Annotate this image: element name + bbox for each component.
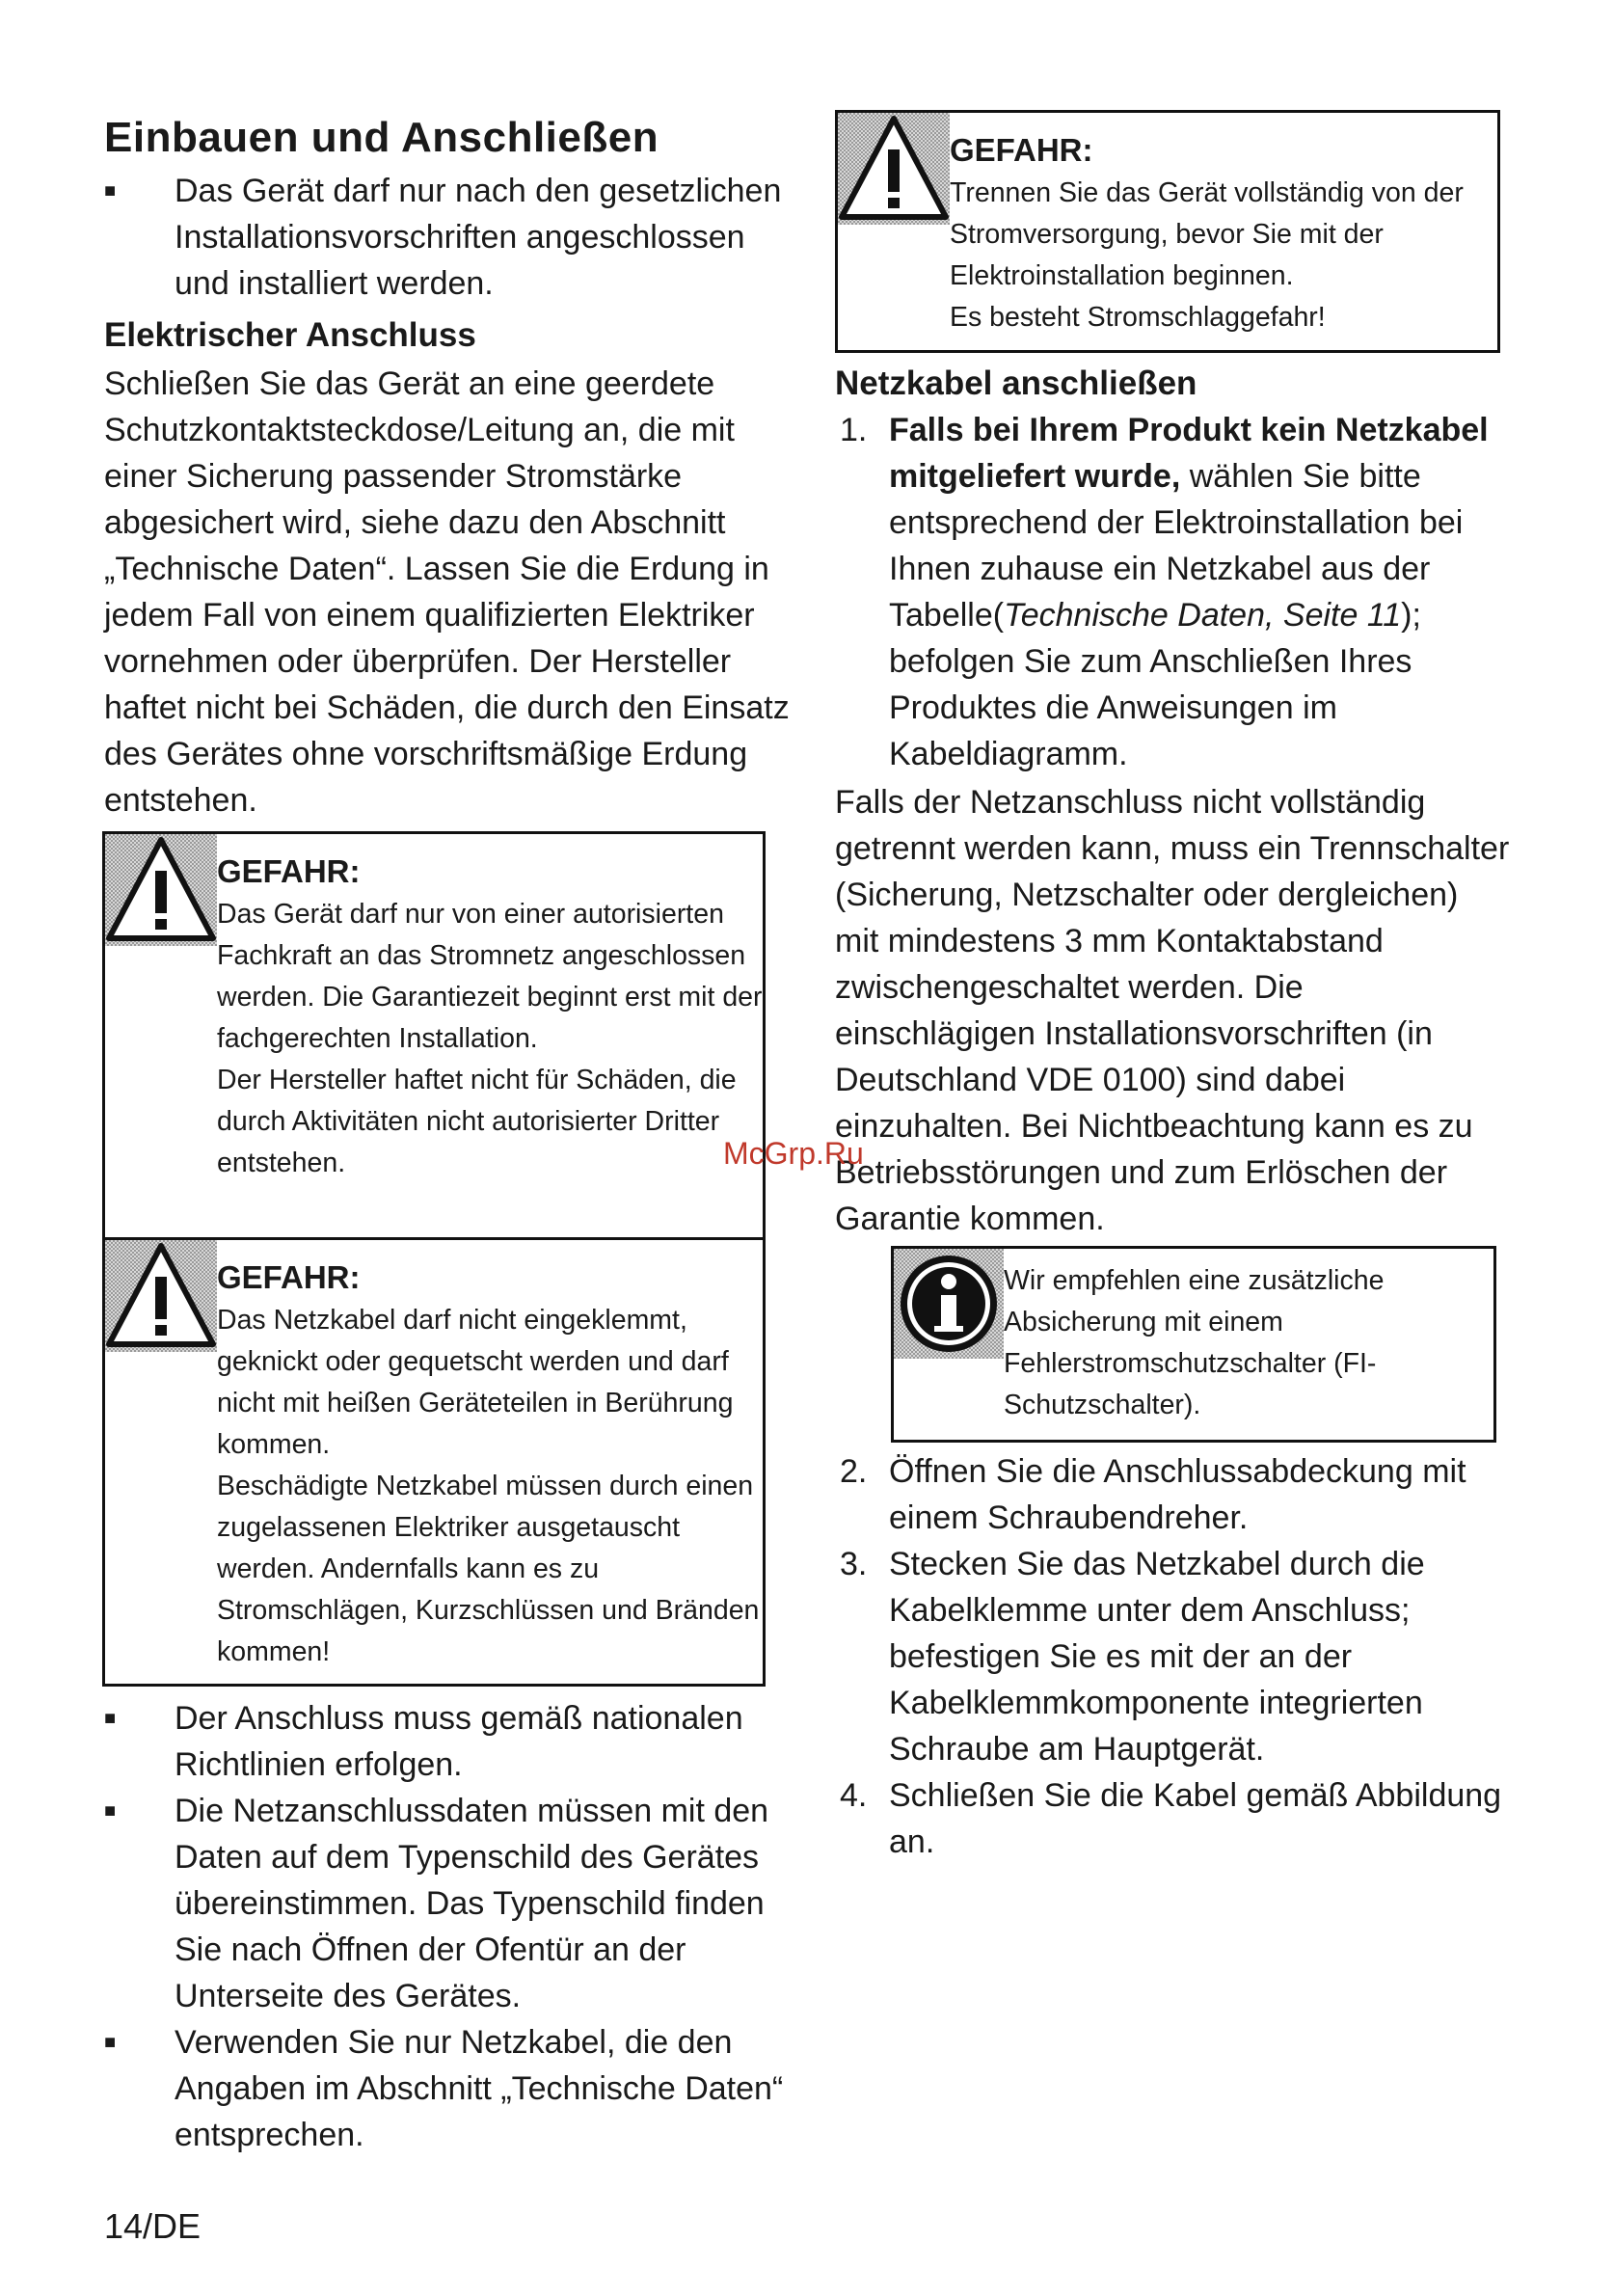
bullet-item [104,2019,791,2164]
warning-box-1 [102,831,766,1240]
step-number: 3. [840,1546,868,1582]
warning-text-1: Trennen Sie das Gerät vollständig von der Stromversorgung, bevor Sie mit der Elektroinstallation beginnen. [950,177,1464,291]
step-1 [835,407,1510,783]
bullet-text: Der Anschluss muss gemäß nationalen Richtlinien erfolgen. [175,1700,743,1783]
paragraph-disconnect-switch: Falls der Netzanschluss nicht vollständig getrennt werden kann, muss ein Trennschalter (Sicherung, Netzschalter oder dergleichen) mit mindestens 3 mm Kontaktabstand zwischengeschaltet werden. Die einschlägigen Installationsvorschriften (in Deutschland VDE 0100) sind dabei einzuhalten. Bei Nichtbeachtung kann es zu Betriebsstörungen und zum Erlöschen der Garantie kommen. [835,784,1510,1237]
section-heading: Einbauen und Anschließen [104,114,659,161]
warning-box-2 [102,1237,766,1687]
watermark: McGrp.Ru [723,1136,864,1171]
info-box [891,1246,1496,1443]
step-number: 1. [840,412,868,448]
step-text: Stecken Sie das Netzkabel durch die Kabelklemme unter dem Anschluss; befestigen Sie es mit der an der Kabelklemmkomponente integrierten Schraube am Hauptgerät. [889,1546,1425,1768]
warning-triangle-icon [105,1240,217,1352]
step-text: Schließen Sie die Kabel gemäß Abbildung an. [889,1777,1502,1860]
bullet-marker: ■ [104,1708,117,1729]
warning-triangle-icon [105,834,217,946]
bullet-marker: ■ [104,1800,117,1822]
bullet-marker: ■ [104,2032,117,2053]
warning-box-3 [835,110,1500,353]
warning-text-1: Das Gerät darf nur von einer autorisierten Fachkraft an das Stromnetz angeschlossen werden. Die Garantiezeit beginnt erst mit der fachgerechten Installation. [217,899,763,1054]
step-text-b: ); befolgen Sie zum Anschließen Ihres Produktes die Anweisungen im Kabeldiagramm. [889,597,1421,772]
step-text-reference: Technische Daten, Seite 11 [1004,597,1402,634]
warning-text [950,173,1497,338]
warning-title: GEFAHR: [950,132,1093,168]
bullet-item [104,1695,791,1792]
step-4 [835,1772,1510,1869]
step-text: Öffnen Sie die Anschlussabdeckung mit einem Schraubendreher. [889,1453,1466,1536]
step-text [889,407,1510,777]
warning-title: GEFAHR: [217,1259,361,1295]
info-icon [894,1249,1004,1359]
bullet-text: Die Netzanschlussdaten müssen mit den Daten auf dem Typenschild des Gerätes übereinstimmen. Das Typenschild finden Sie nach Öffnen der Ofentür an der Unterseite des Gerätes. [175,1793,769,2014]
warning-text-2: Der Hersteller haftet nicht für Schäden, die durch Aktivitäten nicht autorisierter Dritter entstehen. [217,1065,737,1178]
warning-title: GEFAHR: [217,853,361,889]
bullet-item [104,1788,791,2019]
bullet-marker: ■ [104,180,117,202]
step-number: 2. [840,1453,868,1490]
step-2 [835,1448,1510,1545]
page-number: 14/DE [104,2206,202,2246]
subheading-power-cable: Netzkabel anschließen [835,365,1197,402]
bullet-item-intro [104,168,791,312]
warning-text [217,894,763,1184]
warning-triangle-icon [838,113,950,225]
step-text-a: wählen Sie bitte entsprechend der Elektroinstallation bei Ihnen zuhause ein Netzkabel aus der Tabelle( [889,458,1464,634]
step-number: 4. [840,1777,868,1814]
step-text-bold: Falls bei Ihrem Produkt kein Netzkabel mitgeliefert wurde, [889,412,1489,495]
warning-text [217,1300,763,1673]
subheading-electric-connection: Elektrischer Anschluss [104,316,476,354]
bullet-text: Verwenden Sie nur Netzkabel, die den Angaben im Abschnitt „Technische Daten“ entsprechen. [175,2024,784,2153]
warning-text-1: Das Netzkabel darf nicht eingeklemmt, geknickt oder gequetscht werden und darf nicht mit heißen Geräteteilen in Berührung kommen. [217,1305,734,1460]
step-3 [835,1541,1510,1772]
warning-text-2: Beschädigte Netzkabel müssen durch einen zugelassenen Elektriker ausgetauscht werden. Andernfalls kann es zu Stromschlägen, Kurzschlüssen und Bränden kommen! [217,1471,760,1667]
bullet-text: Das Gerät darf nur nach den gesetzlichen Installationsvorschriften angeschlossen und installiert werden. [175,173,782,302]
warning-text-2: Es besteht Stromschlaggefahr! [950,302,1326,333]
info-text: Wir empfehlen eine zusätzliche Absicherung mit einem Fehlerstromschutzschalter (FI-Schutzschalter). [1004,1265,1385,1420]
paragraph-grounding: Schließen Sie das Gerät an eine geerdete Schutzkontaktsteckdose/Leitung an, die mit einer Sicherung passender Stromstärke abgesichert wird, siehe dazu den Abschnitt „Technische Daten“. Lassen Sie die Erdung in jedem Fall von einem qualifizierten Elektriker vornehmen oder überprüfen. Der Hersteller haftet nicht bei Schäden, die durch den Einsatz des Gerätes ohne vorschriftsmäßige Erdung entstehen. [104,365,790,819]
